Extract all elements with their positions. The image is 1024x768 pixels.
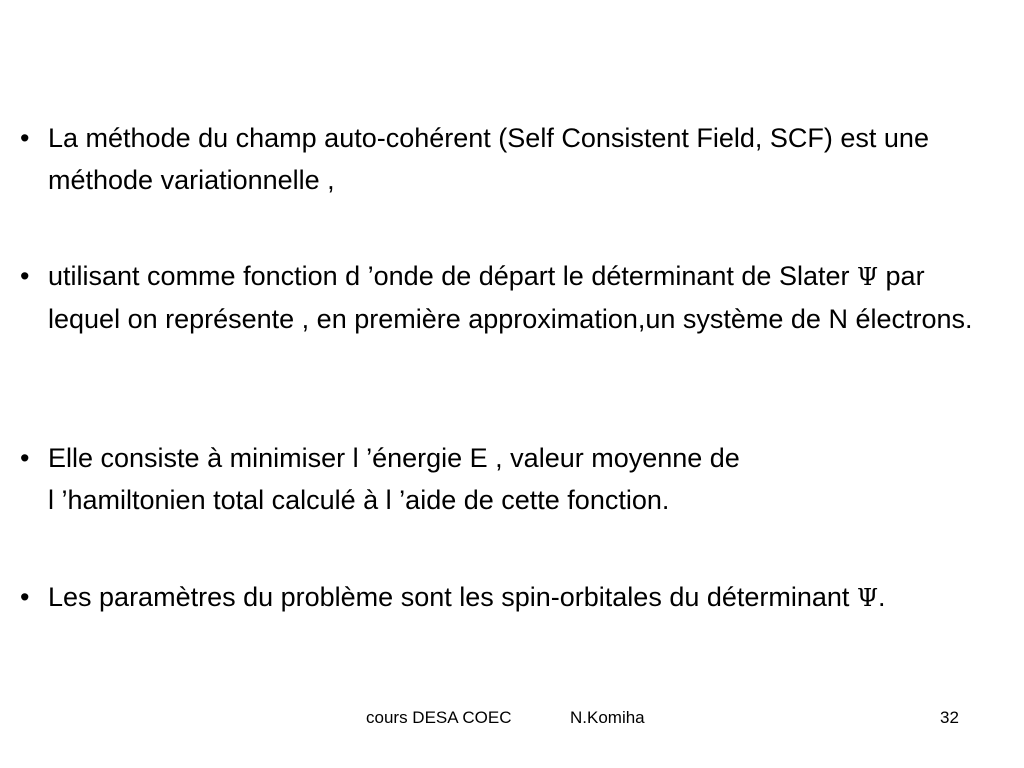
footer-author: N.Komiha	[570, 708, 645, 727]
bullet-marker: •	[20, 123, 30, 153]
bullet-marker: •	[20, 582, 30, 612]
bullet-item	[20, 576, 980, 619]
bullet-item	[20, 255, 980, 340]
bullet-item	[20, 437, 980, 521]
bullet-text: La méthode du champ auto-cohérent (Self Consistent Field, SCF) est une méthode variationnelle ,	[48, 123, 929, 195]
psi-symbol: Ψ	[856, 584, 878, 612]
bullet-text-line: l ’hamiltonien total calculé à l ’aide de cette fonction.	[48, 485, 670, 515]
bullet-text	[48, 437, 980, 521]
bullet-text-part: par lequel on représente , en première approximation,un système de N électrons.	[48, 261, 973, 334]
bullet-marker: •	[20, 443, 30, 473]
page-number: 32	[940, 708, 959, 727]
bullet-text-part: Les paramètres du problème sont les spin-orbitales du déterminant	[48, 582, 857, 612]
bullet-item	[20, 117, 980, 201]
bullet-marker: •	[20, 261, 30, 291]
bullet-text	[48, 576, 980, 619]
bullet-text-part: utilisant comme fonction d ’onde de départ le déterminant de Slater	[48, 261, 857, 291]
footer-course: cours DESA COEC	[366, 708, 512, 727]
psi-symbol: Ψ	[856, 263, 879, 291]
bullet-text-line: Elle consiste à minimiser l ’énergie E , valeur moyenne de	[48, 443, 740, 473]
bullet-text	[48, 255, 980, 340]
bullet-text-part: .	[877, 582, 886, 612]
